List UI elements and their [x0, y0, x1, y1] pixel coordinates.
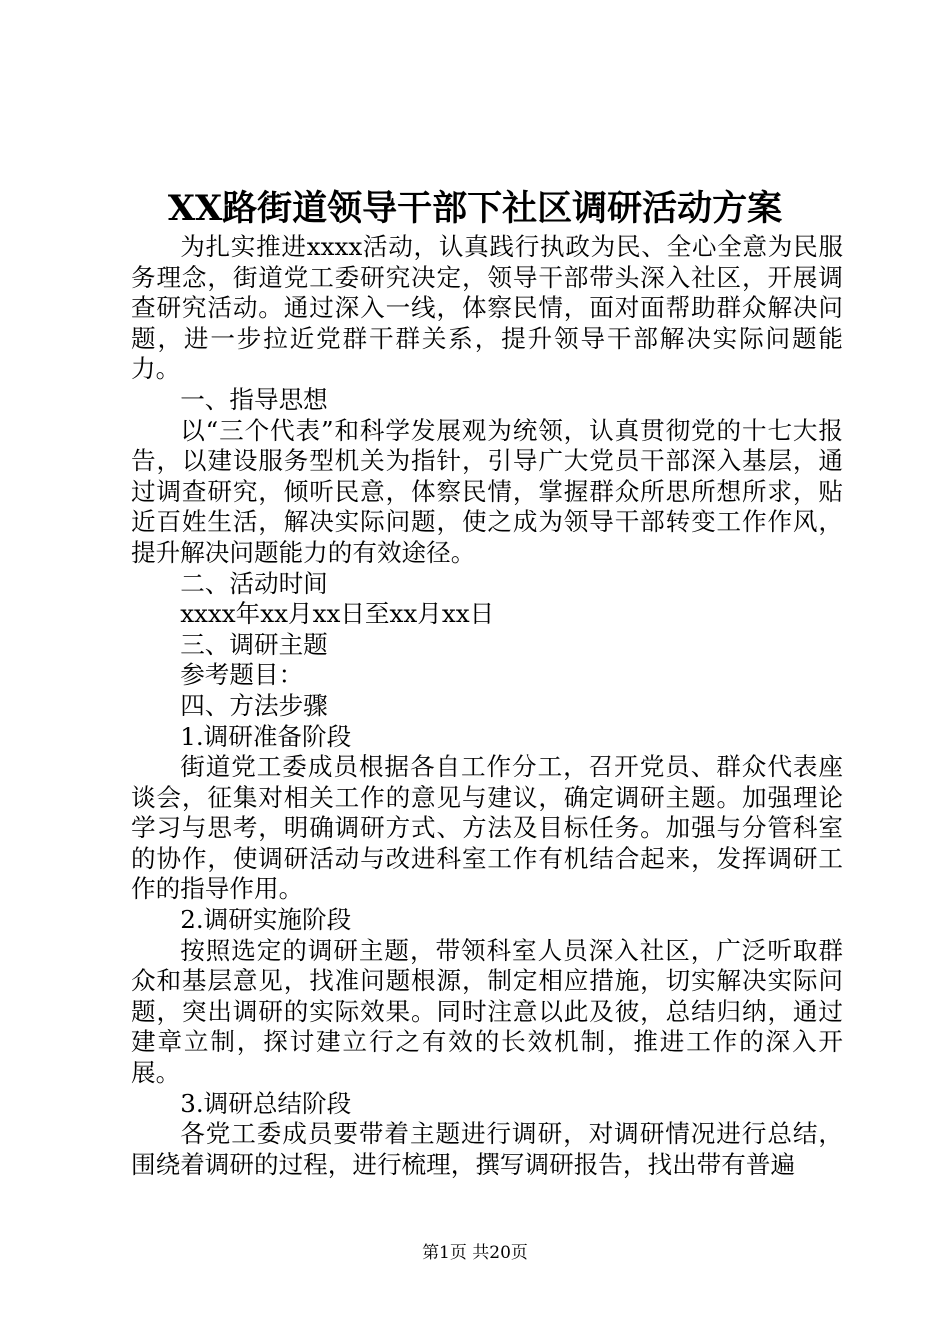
summary-stage-paragraph: 各党工委成员要带着主题进行调研，对调研情况进行总结，围绕着调研的过程，进行梳理，撰写调研报告，找出带有普遍: [131, 1119, 843, 1179]
implementation-stage-paragraph: 按照选定的调研主题，带领科室人员深入社区，广泛听取群众和基层意见，找准问题根源，制定相应措施，切实解决实际问题，突出调研的实际效果。同时注意以此及彼，总结归纳，通过建章立制，探讨建立行之有效的长效机制，推进工作的深入开展。: [131, 935, 843, 1088]
section-heading-guiding-ideology: 一、指导思想: [180, 384, 328, 414]
guiding-ideology-paragraph: 以“三个代表”和科学发展观为统领，认真贯彻党的十七大报告，以建设服务型机关为指针，引导广大党员干部深入基层，通过调查研究，倾听民意，体察民情，掌握群众所思所想所求，贴近百姓生活，解决实际问题，使之成为领导干部转变工作作风，提升解决问题能力的有效途径。: [131, 415, 843, 567]
subheading-summary-stage: 3.调研总结阶段: [180, 1088, 352, 1118]
section-heading-activity-time: 二、活动时间: [180, 568, 328, 598]
activity-time-paragraph: xxxx年xx月xx日至xx月xx日: [180, 599, 495, 629]
preparation-stage-paragraph: 街道党工委成员根据各自工作分工，召开党员、群众代表座谈会，征集对相关工作的意见与建议，确定调研主题。加强理论学习与思考，明确调研方式、方法及目标任务。加强与分管科室的协作，使调研活动与改进科室工作有机结合起来，发挥调研工作的指导作用。: [131, 752, 843, 904]
intro-paragraph: 为扎实推进xxxx活动，认真践行执政为民、全心全意为民服务理念，街道党工委研究决定，领导干部带头深入社区，开展调查研究活动。通过深入一线，体察民情，面对面帮助群众解决问题，进一步拉近党群干群关系，提升领导干部解决实际问题能力。: [131, 232, 843, 384]
section-heading-research-topic: 三、调研主题: [180, 629, 328, 659]
document-body: [131, 232, 843, 1180]
subheading-preparation-stage: 1.调研准备阶段: [180, 721, 352, 751]
page-number-footer: 第1页 共20页: [422, 1243, 528, 1263]
reference-topics-paragraph: 参考题目：: [180, 660, 304, 690]
document-title: XX路街道领导干部下社区调研活动方案: [167, 188, 783, 229]
section-heading-method-steps: 四、方法步骤: [180, 690, 328, 720]
subheading-implementation-stage: 2.调研实施阶段: [180, 905, 352, 935]
